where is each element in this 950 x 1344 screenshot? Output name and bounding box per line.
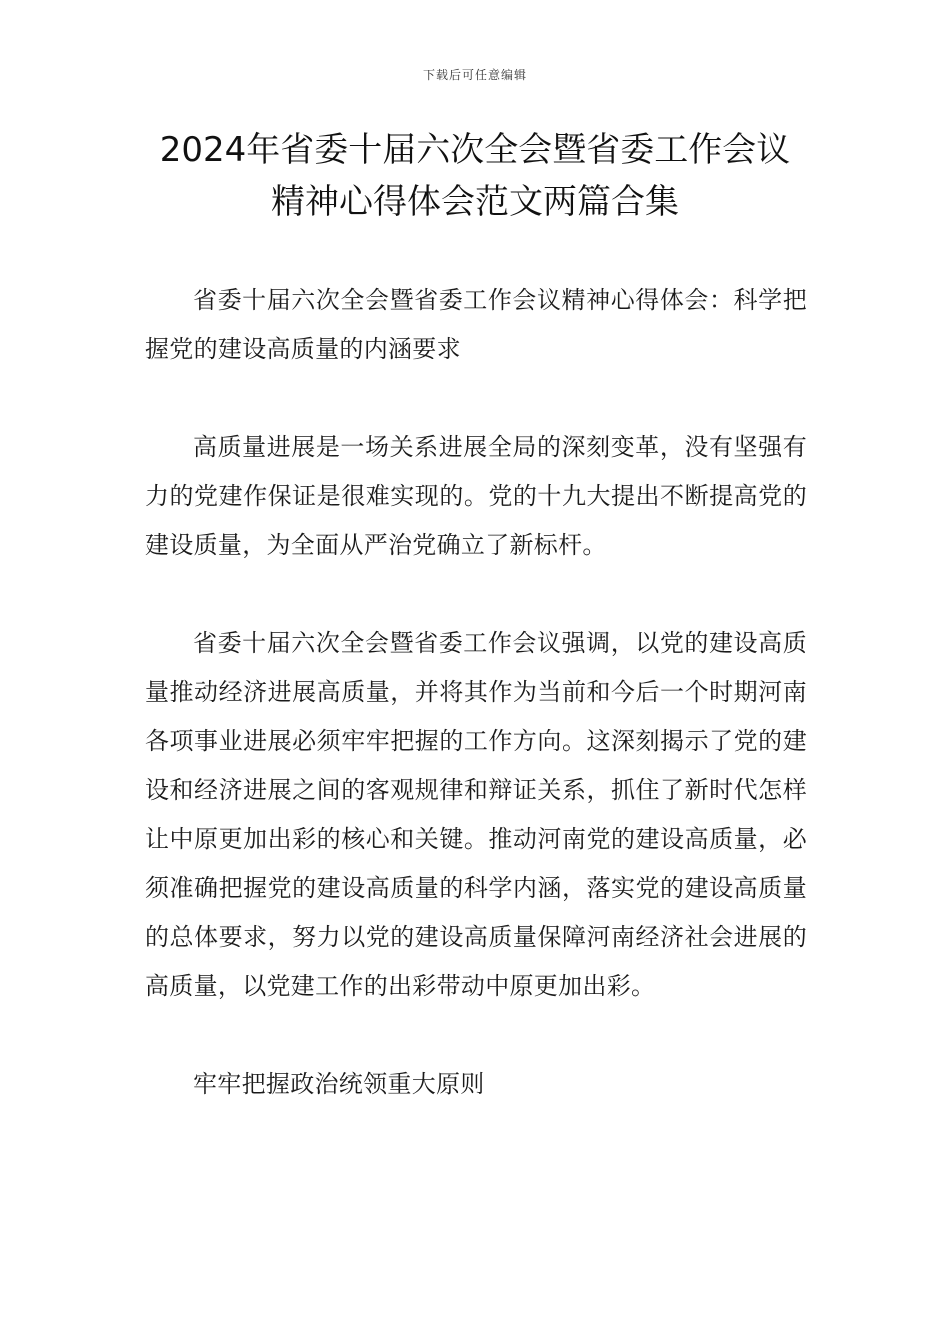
- section-heading: 牢牢把握政治统领重大原则: [193, 1070, 485, 1098]
- paragraph-subtitle: 省委十届六次全会暨省委工作会议精神心得体会：科学把握党的建设高质量的内涵要求: [145, 286, 807, 363]
- title-line-2: 精神心得体会范文两篇合集: [271, 182, 679, 222]
- document-body: [145, 276, 807, 1158]
- title-line-1: 2024年省委十届六次全会暨省委工作会议: [159, 130, 791, 170]
- document-title: [120, 124, 830, 228]
- paragraph-1: 高质量进展是一场关系进展全局的深刻变革，没有坚强有力的党建作保证是很难实现的。党的十九大提出不断提高党的建设质量，为全面从严治党确立了新标杆。: [145, 433, 807, 559]
- header-note: 下载后可任意编辑: [422, 68, 527, 82]
- paragraph-2: 省委十届六次全会暨省委工作会议强调，以党的建设高质量推动经济进展高质量，并将其作为当前和今后一个时期河南各项事业进展必须牢牢把握的工作方向。这深刻揭示了党的建设和经济进展之间的客观规律和辩证关系，抓住了新时代怎样让中原更加出彩的核心和关键。推动河南党的建设高质量，必须准确把握党的建设高质量的科学内涵，落实党的建设高质量的总体要求，努力以党的建设高质量保障河南经济社会进展的高质量，以党建工作的出彩带动中原更加出彩。: [145, 629, 807, 1000]
